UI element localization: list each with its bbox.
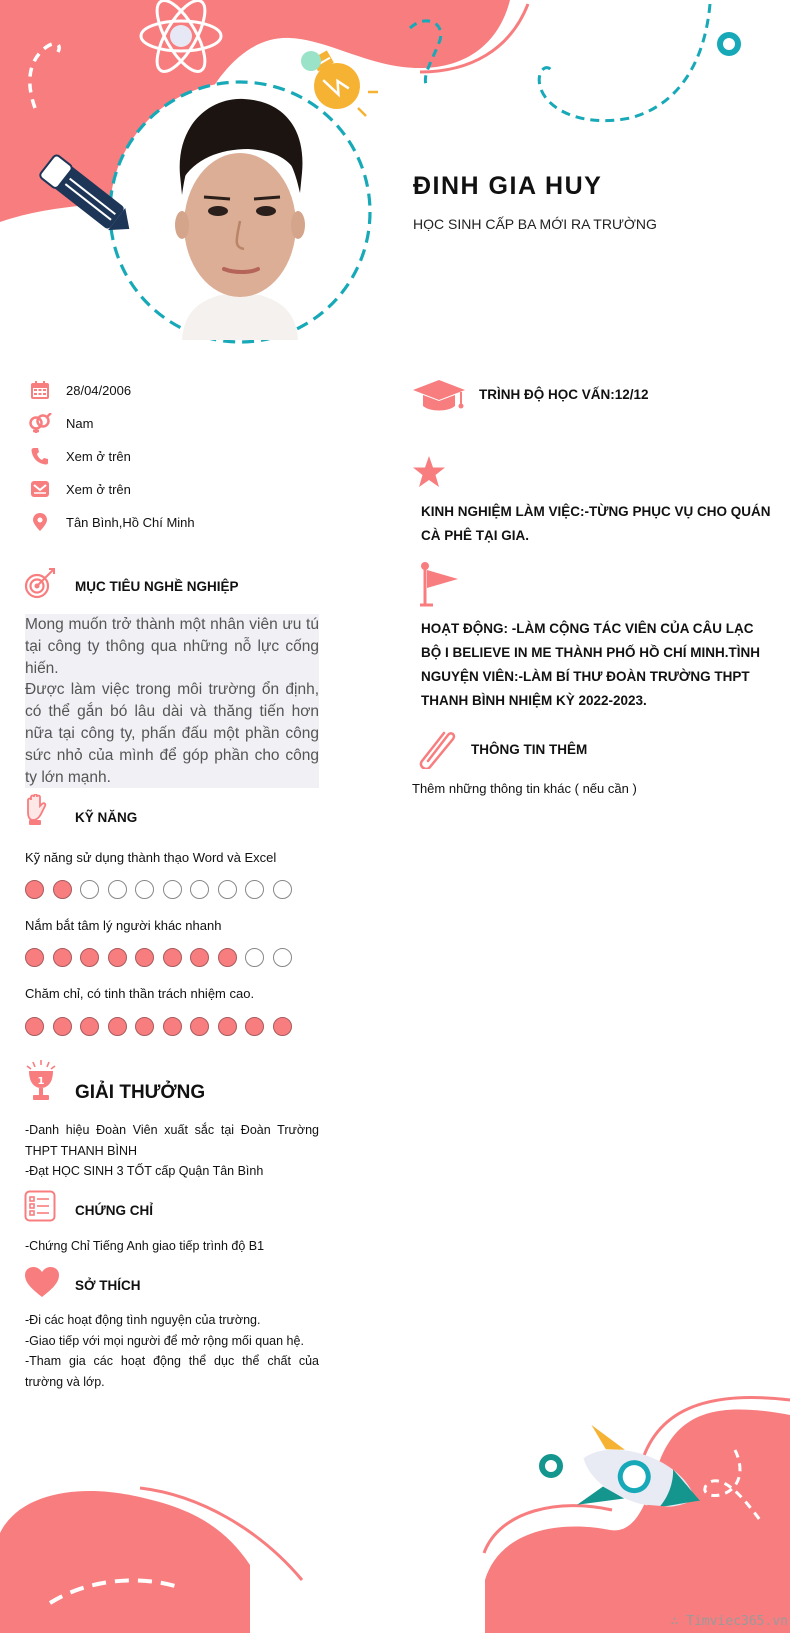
- rating-dot: [25, 880, 44, 899]
- paperclip-icon: [414, 727, 458, 769]
- contact-row-address: [28, 510, 195, 534]
- rating-dot: [163, 948, 182, 967]
- skill-rating-2: [25, 948, 292, 967]
- objective-title: MỤC TIÊU NGHỀ NGHIỆP: [75, 579, 239, 594]
- rating-dot: [245, 948, 264, 967]
- contact-row-gender: [28, 411, 93, 435]
- teal-ring-bottom: [542, 1457, 560, 1475]
- skills-title: KỸ NĂNG: [75, 810, 138, 825]
- contact-row-email: [28, 477, 131, 501]
- contact-row-phone: [28, 444, 131, 468]
- rating-dot: [108, 880, 127, 899]
- objective-line-1: Mong muốn trở thành một nhân viên ưu tú tại công ty thông qua những nỗ lực cống hiến.: [25, 614, 319, 679]
- certificates-text: [25, 1236, 319, 1257]
- rating-dot: [190, 948, 209, 967]
- graduation-cap-icon: [412, 378, 466, 414]
- contact-phone-text: Xem ở trên: [66, 448, 131, 464]
- award-line-2: -Đạt HỌC SINH 3 TỐT cấp Quận Tân Bình: [25, 1164, 264, 1178]
- contact-gender-text: Nam: [66, 415, 94, 431]
- gender-icon: [28, 411, 52, 435]
- hobby-line-3: -Tham gia các hoạt động thể dục thể chất của trường và lớp.: [25, 1354, 319, 1389]
- contact-address-text: Tân Bình,Hồ Chí Minh: [66, 514, 195, 530]
- skill-name-1: Kỹ năng sử dụng thành thạo Word và Excel: [25, 850, 277, 865]
- checklist-icon: [24, 1190, 56, 1222]
- calendar-icon: [28, 378, 52, 402]
- skill-rating-1: [25, 880, 292, 899]
- rating-dot: [25, 948, 44, 967]
- more-info-title: THÔNG TIN THÊM: [471, 742, 588, 757]
- objective-line-2: Được làm việc trong môi trường ổn định, có thể gắn bó lâu dài và thăng tiến hơn nữa tại công ty, phấn đấu một phần công sức nhỏ của mình để góp phần cho công ty lớn mạnh.: [25, 679, 319, 788]
- rating-dot: [135, 948, 154, 967]
- rating-dot: [190, 1017, 209, 1036]
- education-text: TRÌNH ĐỘ HỌC VẤN:12/12: [479, 387, 649, 402]
- more-info-text: Thêm những thông tin khác ( nếu cần ): [412, 781, 637, 796]
- rating-dot: [245, 1017, 264, 1036]
- hand-icon: [24, 794, 48, 826]
- hobbies-title: SỞ THÍCH: [75, 1278, 141, 1293]
- rating-dot: [53, 1017, 72, 1036]
- coral-blob-bottom-right: [485, 1409, 790, 1633]
- rating-dot: [108, 1017, 127, 1036]
- rating-dot: [245, 880, 264, 899]
- rating-dot: [218, 948, 237, 967]
- rating-dot: [163, 880, 182, 899]
- rating-dot: [273, 948, 292, 967]
- svg-text:1: 1: [37, 1076, 45, 1087]
- candidate-name: ĐINH GIA HUY: [413, 172, 603, 200]
- certificate-line-1: -Chứng Chỉ Tiếng Anh giao tiếp trình độ B1: [25, 1239, 265, 1253]
- hobby-line-2: -Giao tiếp với mọi người để mở rộng mối quan hệ.: [25, 1333, 304, 1348]
- hobby-line-1: -Đi các hoạt động tình nguyện của trường.: [25, 1313, 261, 1327]
- rating-dot: [218, 1017, 237, 1036]
- teal-dashed-line-right: [539, 4, 710, 121]
- skill-name-2: Nắm bắt tâm lý người khác nhanh: [25, 918, 222, 933]
- rating-dot: [135, 1017, 154, 1036]
- rating-dot: [108, 948, 127, 967]
- email-icon: [28, 477, 52, 501]
- contact-email-text: Xem ở trên: [66, 481, 131, 497]
- rating-dot: [163, 1017, 182, 1036]
- bulb-cap-dot: [301, 51, 321, 71]
- target-icon: [23, 567, 57, 599]
- contact-birthday-text: 28/04/2006: [66, 382, 132, 398]
- certificates-title: CHỨNG CHỈ: [75, 1203, 153, 1218]
- awards-text: [25, 1120, 319, 1182]
- contact-row-birthday: [28, 378, 131, 402]
- rating-dot: [80, 1017, 99, 1036]
- rating-dot: [53, 880, 72, 899]
- rating-dot: [80, 880, 99, 899]
- footer-decoration: [0, 1380, 800, 1633]
- skill-rating-3: [25, 1017, 292, 1036]
- rating-dot: [218, 880, 237, 899]
- experience-text: KINH NGHIỆM LÀM VIỆC:-TỪNG PHỤC VỤ CHO QUÁN CÀ PHÊ TẠI GIA.: [421, 504, 771, 543]
- award-line-1: -Danh hiệu Đoàn Viên xuất sắc tại Đoàn Trường THPT THANH BÌNH: [25, 1123, 319, 1158]
- location-pin-icon: [28, 510, 52, 534]
- rating-dot: [80, 948, 99, 967]
- phone-icon: [28, 444, 52, 468]
- rating-dot: [53, 948, 72, 967]
- rating-dot: [25, 1017, 44, 1036]
- rating-dot: [135, 880, 154, 899]
- candidate-title: HỌC SINH CẤP BA MỚI RA TRƯỜNG: [413, 216, 657, 232]
- trophy-icon: [24, 1060, 58, 1102]
- objective-text: [25, 614, 319, 788]
- rating-dot: [190, 880, 209, 899]
- coral-wave-bottom-left: [0, 1491, 250, 1633]
- rating-dot: [273, 1017, 292, 1036]
- skill-name-3: Chăm chỉ, có tinh thần trách nhiệm cao.: [25, 986, 255, 1001]
- heart-icon: [24, 1266, 60, 1298]
- flag-icon: [420, 562, 460, 608]
- watermark: ∴ Timviec365.vn: [670, 1614, 788, 1629]
- header-decoration: [0, 0, 800, 360]
- activities-text: HOẠT ĐỘNG: -LÀM CỘNG TÁC VIÊN CỦA CÂU LẠC BỘ I BELIEVE IN ME THÀNH PHỐ HỒ CHÍ MINH.TÌNH NGUYỆN VIÊN:-LÀM BÍ THƯ ĐOÀN TRƯỜNG THPT THANH BÌNH NHIỆM KỲ 2022-2023.: [421, 621, 761, 708]
- awards-title: GIẢI THƯỞNG: [75, 1082, 206, 1103]
- rating-dot: [273, 880, 292, 899]
- star-icon: [412, 455, 446, 489]
- teal-ring-decoration: [720, 35, 738, 53]
